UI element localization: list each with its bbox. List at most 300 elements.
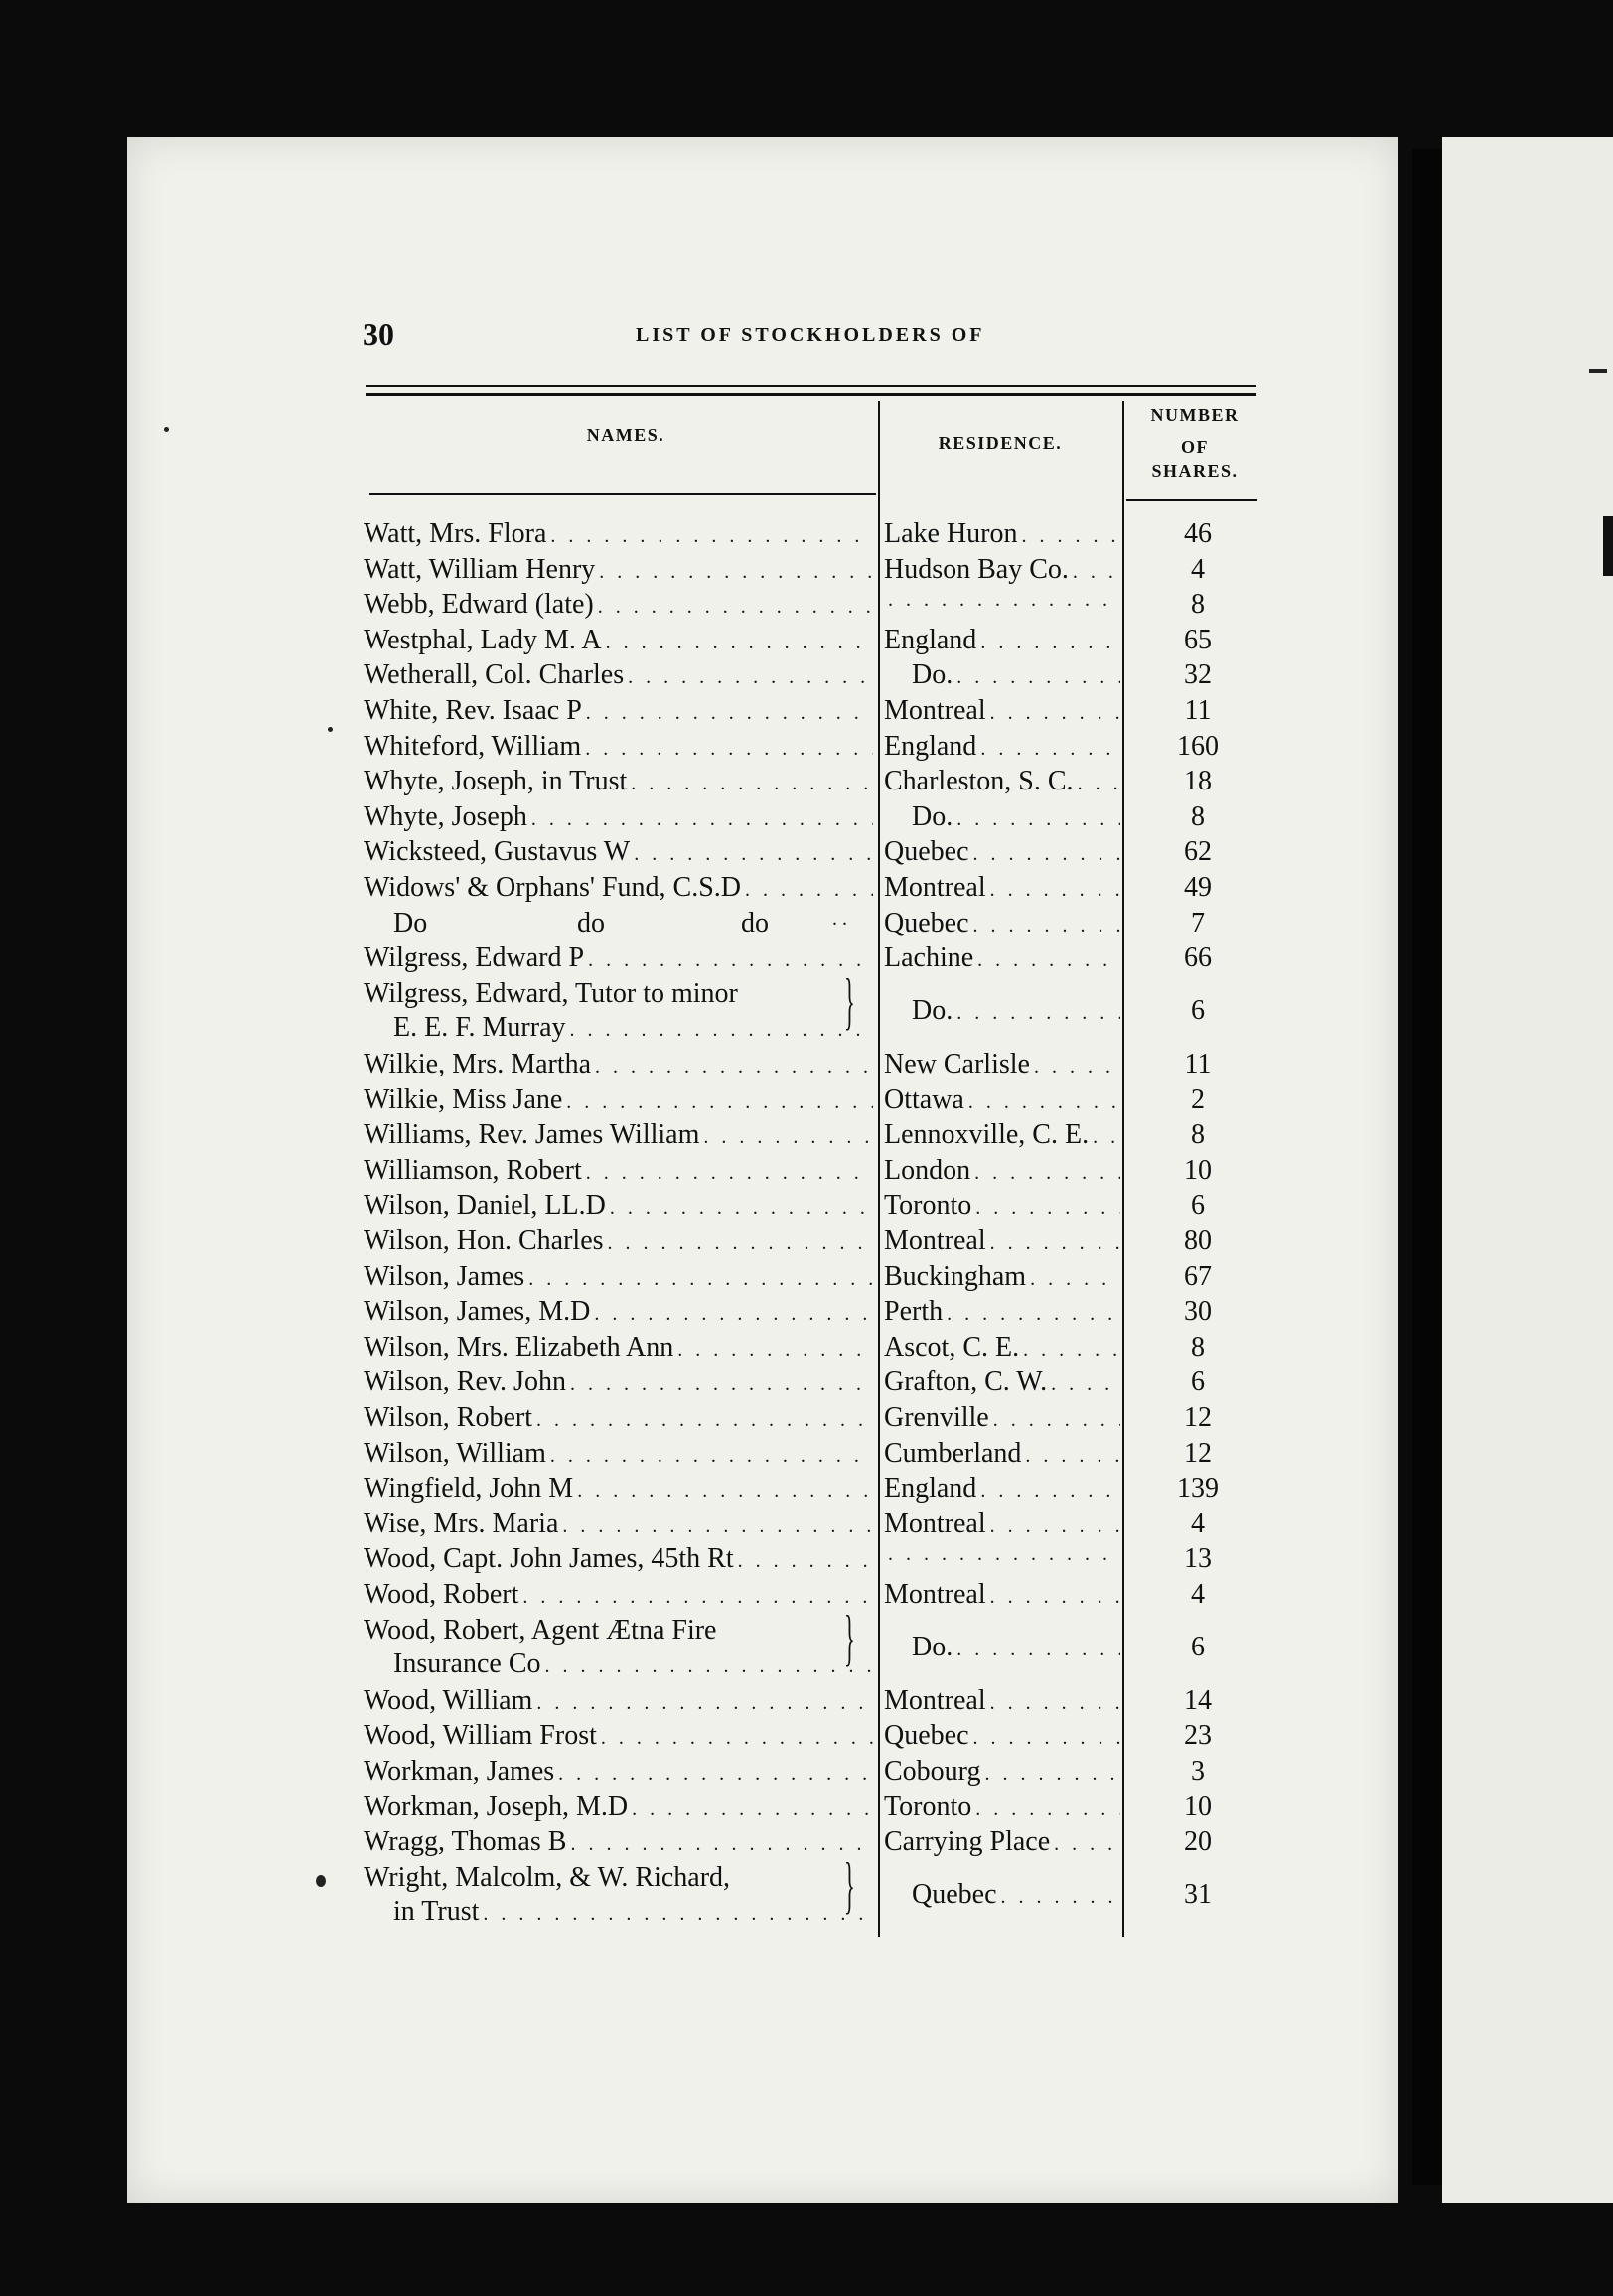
leader-dots xyxy=(884,589,1120,612)
share-count: 66 xyxy=(1184,942,1212,974)
residence xyxy=(884,1579,1120,1613)
residence xyxy=(884,1685,1120,1719)
name-line2 xyxy=(364,1012,873,1046)
table-row xyxy=(364,1332,1257,1365)
residence-text: Buckingham xyxy=(884,1260,1027,1292)
share-count: 4 xyxy=(1191,553,1205,585)
leader-dots xyxy=(597,1727,873,1750)
leader-dots xyxy=(630,843,873,866)
leader-dots xyxy=(624,666,873,689)
share-count: 11 xyxy=(1184,695,1212,726)
residence xyxy=(884,1792,1120,1825)
residence xyxy=(884,1190,1120,1223)
table-row xyxy=(364,1119,1257,1153)
share-count: 80 xyxy=(1184,1225,1212,1256)
residence-text: New Carlisle xyxy=(884,1049,1030,1079)
stockholder-name xyxy=(364,589,873,623)
leader-dots xyxy=(573,1480,873,1503)
leader-dots xyxy=(566,1373,873,1396)
residence xyxy=(884,659,1120,693)
share-count: 8 xyxy=(1191,1119,1205,1151)
residence xyxy=(884,1402,1120,1436)
stockholder-name-text: Wetherall, Col. Charles xyxy=(364,659,625,691)
residence xyxy=(884,995,1120,1029)
residence xyxy=(884,1543,1120,1577)
stockholder-name-text: Whyte, Joseph xyxy=(364,800,527,832)
leader-dots xyxy=(986,1586,1120,1609)
table-row xyxy=(364,554,1257,588)
facing-page-mark xyxy=(1589,369,1607,373)
leader-dots xyxy=(1050,1833,1120,1856)
leader-dots xyxy=(595,561,873,584)
table-row xyxy=(364,1848,1257,1930)
leader-dots xyxy=(971,1798,1120,1821)
name-line2 xyxy=(364,1896,873,1930)
ditto-name xyxy=(364,908,873,941)
stockholder-name xyxy=(364,1190,873,1223)
header-shares-line1: NUMBER xyxy=(1150,405,1240,425)
residence xyxy=(884,801,1120,835)
table-row xyxy=(364,1601,1257,1682)
leader-dots xyxy=(969,843,1120,866)
leader-dots xyxy=(527,808,873,831)
table-row xyxy=(364,625,1257,658)
residence xyxy=(884,1473,1120,1507)
residence xyxy=(884,1119,1120,1153)
table-row xyxy=(364,836,1257,870)
stockholder-name-text: Wood, Robert xyxy=(364,1579,519,1610)
table-row xyxy=(364,1084,1257,1118)
stockholder-name xyxy=(364,766,873,799)
table-row xyxy=(364,1685,1257,1719)
stockholder-name xyxy=(364,1756,873,1790)
share-count: 20 xyxy=(1184,1826,1212,1858)
leader-dots xyxy=(976,632,1120,654)
stockholder-name-text: White, Rev. Isaac P xyxy=(364,695,582,726)
leader-dots xyxy=(566,1019,873,1042)
stockholder-name-text: Williamson, Robert xyxy=(364,1154,582,1186)
ink-speck xyxy=(328,727,333,732)
ditto-mark: do xyxy=(741,907,769,938)
header-shares-line2: OF xyxy=(1181,437,1209,457)
leader-dots xyxy=(734,1550,873,1573)
ditto-dots: . . xyxy=(832,907,847,930)
stockholder-name-text: Wilson, William xyxy=(364,1437,546,1469)
stockholder-name xyxy=(364,1438,873,1472)
residence xyxy=(884,942,1120,976)
stockholder-name-text: Wilson, Rev. John xyxy=(364,1366,566,1398)
leader-dots xyxy=(479,1903,873,1926)
stockholder-name-text: Wilkie, Miss Jane xyxy=(364,1083,563,1115)
residence-text: Montreal xyxy=(884,1579,986,1610)
top-rule xyxy=(366,393,1256,396)
leader-dots xyxy=(541,1655,873,1678)
table-row xyxy=(364,801,1257,835)
table-row xyxy=(364,518,1257,552)
name-line1-text: Wood, Robert, Agent Ætna Fire xyxy=(364,1614,717,1646)
residence-text: Toronto xyxy=(884,1791,972,1822)
facing-page-mark xyxy=(1603,516,1613,576)
stockholder-name-text: Wragg, Thomas B xyxy=(364,1826,567,1858)
stockholder-name-text: Wilson, James xyxy=(364,1260,525,1292)
residence xyxy=(884,872,1120,906)
name-line2-text: E. E. F. Murray xyxy=(393,1011,566,1043)
residence xyxy=(884,1296,1120,1330)
residence-text: Do. xyxy=(912,659,953,691)
header-shares-line3: SHARES. xyxy=(1151,461,1239,481)
page-number: 30 xyxy=(363,316,394,352)
residence-text: Charleston, S. C. xyxy=(884,766,1074,797)
leader-dots xyxy=(558,1515,873,1538)
stockholder-name-text: Williams, Rev. James William xyxy=(364,1119,700,1151)
share-count: 7 xyxy=(1191,907,1205,938)
table-row xyxy=(364,908,1257,941)
table-row xyxy=(364,1579,1257,1613)
share-count: 10 xyxy=(1184,1791,1212,1822)
table-row xyxy=(364,1543,1257,1577)
share-count: 11 xyxy=(1184,1049,1212,1079)
leader-dots xyxy=(594,596,873,619)
header-rule xyxy=(369,493,876,495)
leader-dots xyxy=(1018,525,1120,548)
stockholder-name xyxy=(364,1543,873,1577)
residence xyxy=(884,731,1120,765)
residence-text: Montreal xyxy=(884,1507,986,1539)
residence xyxy=(884,908,1120,941)
residence-text: England xyxy=(884,730,977,762)
stockholder-name xyxy=(364,1862,873,1930)
name-line1-text: Wright, Malcolm, & W. Richard, xyxy=(364,1861,731,1893)
residence xyxy=(884,1261,1120,1295)
share-count: 2 xyxy=(1191,1083,1205,1115)
table-row xyxy=(364,1190,1257,1223)
name-line2-text: in Trust xyxy=(393,1895,480,1927)
leader-dots xyxy=(971,1197,1120,1220)
share-count: 8 xyxy=(1191,1331,1205,1363)
residence xyxy=(884,1366,1120,1400)
share-count: 12 xyxy=(1184,1437,1212,1469)
share-count: 139 xyxy=(1177,1473,1219,1505)
stockholder-name xyxy=(364,1402,873,1436)
residence-text: Quebec xyxy=(912,1878,997,1910)
stockholder-name-text: Workman, Joseph, M.D xyxy=(364,1791,629,1822)
residence-text: London xyxy=(884,1154,971,1186)
stockholder-name xyxy=(364,1685,873,1719)
leader-dots xyxy=(582,1162,873,1185)
share-count: 8 xyxy=(1191,589,1205,621)
table-row xyxy=(364,589,1257,623)
table-row xyxy=(364,1792,1257,1825)
leader-dots xyxy=(673,1339,873,1362)
leader-dots xyxy=(1047,1373,1120,1396)
stockholder-name xyxy=(364,978,873,1046)
stockholder-name-text: Whyte, Joseph, in Trust xyxy=(364,766,628,797)
leader-dots xyxy=(973,949,1120,972)
residence-text: Toronto xyxy=(884,1190,972,1221)
table-row xyxy=(364,695,1257,729)
leader-dots xyxy=(884,1543,1120,1566)
table-row xyxy=(364,1826,1257,1860)
residence xyxy=(884,766,1120,799)
stockholder-name xyxy=(364,625,873,658)
share-count: 14 xyxy=(1184,1684,1212,1716)
residence-text: Montreal xyxy=(884,695,986,726)
residence xyxy=(884,625,1120,658)
residence xyxy=(884,1438,1120,1472)
residence xyxy=(884,1084,1120,1118)
stockholder-name xyxy=(364,1792,873,1825)
residence xyxy=(884,1332,1120,1365)
share-count: 30 xyxy=(1184,1296,1212,1328)
stockholder-name-text: Wise, Mrs. Maria xyxy=(364,1507,559,1539)
stockholder-name-text: Wood, William xyxy=(364,1684,533,1716)
ditto-mark: do xyxy=(577,907,605,938)
name-line2 xyxy=(364,1649,873,1682)
residence-text: Lake Huron xyxy=(884,518,1018,549)
residence xyxy=(884,1155,1120,1189)
stockholder-name xyxy=(364,1615,873,1682)
leader-dots xyxy=(969,915,1120,937)
leader-dots xyxy=(524,1268,873,1291)
share-count: 3 xyxy=(1191,1756,1205,1787)
share-count: 65 xyxy=(1184,624,1212,655)
leader-dots xyxy=(976,738,1120,761)
leader-dots xyxy=(953,666,1120,689)
table-row xyxy=(364,659,1257,693)
stockholder-name xyxy=(364,942,873,976)
table-row xyxy=(364,1049,1257,1082)
table-row xyxy=(364,731,1257,765)
stockholder-name-text: Webb, Edward (late) xyxy=(364,589,594,621)
leader-dots xyxy=(970,1162,1120,1185)
share-count: 4 xyxy=(1191,1507,1205,1539)
leader-dots xyxy=(986,702,1120,725)
stockholder-name xyxy=(364,554,873,588)
stockholder-name xyxy=(364,695,873,729)
residence-text: Ascot, C. E. xyxy=(884,1331,1020,1363)
residence-text: Ottawa xyxy=(884,1083,964,1115)
ditto-mark: Do xyxy=(393,907,428,938)
stockholder-name xyxy=(364,1155,873,1189)
table-row xyxy=(364,1756,1257,1790)
residence-text: Cumberland xyxy=(884,1437,1022,1469)
residence-text: Do. xyxy=(912,1631,953,1662)
leader-dots xyxy=(546,1445,873,1468)
residence xyxy=(884,518,1120,552)
leader-dots xyxy=(1030,1056,1120,1078)
stockholder-name xyxy=(364,1366,873,1400)
stockholder-name-text: Wilson, James, M.D xyxy=(364,1296,591,1328)
residence xyxy=(884,1632,1120,1665)
stockholder-name xyxy=(364,1296,873,1330)
leader-dots xyxy=(581,738,873,761)
stockholder-name xyxy=(364,1119,873,1153)
table-row xyxy=(364,1366,1257,1400)
residence xyxy=(884,1826,1120,1860)
residence-text: Montreal xyxy=(884,1225,986,1256)
stockholder-name xyxy=(364,1826,873,1860)
table-row xyxy=(364,1155,1257,1189)
share-count: 31 xyxy=(1184,1878,1212,1910)
stockholder-name xyxy=(364,518,873,552)
stockholder-name xyxy=(364,1720,873,1754)
stockholder-name-text: Wilkie, Mrs. Martha xyxy=(364,1049,592,1079)
residence-text: Montreal xyxy=(884,1684,986,1716)
brace-mark: } xyxy=(844,1848,855,1920)
header-residence: RESIDENCE. xyxy=(938,433,1063,453)
ink-speck xyxy=(316,1875,326,1887)
leader-dots xyxy=(590,1303,873,1326)
brace-mark: } xyxy=(844,1601,855,1672)
leader-dots xyxy=(1019,1339,1120,1362)
table-row xyxy=(364,942,1257,976)
leader-dots xyxy=(953,1002,1120,1025)
stockholder-name-text: Workman, James xyxy=(364,1756,555,1787)
leader-dots xyxy=(562,1091,873,1114)
leader-dots xyxy=(986,1515,1120,1538)
leader-dots xyxy=(699,1126,873,1149)
stockholder-name-text: Watt, Mrs. Flora xyxy=(364,518,547,549)
residence xyxy=(884,1756,1120,1790)
residence-text: Lachine xyxy=(884,942,974,974)
leader-dots xyxy=(1021,1445,1120,1468)
stockholder-name xyxy=(364,836,873,870)
residence xyxy=(884,695,1120,729)
leader-dots xyxy=(584,949,873,972)
leader-dots xyxy=(606,1197,873,1220)
stockholder-name xyxy=(364,872,873,906)
share-count: 4 xyxy=(1191,1579,1205,1610)
residence-text: England xyxy=(884,1473,977,1505)
top-rule xyxy=(366,385,1256,387)
residence xyxy=(884,836,1120,870)
leader-dots xyxy=(1089,1126,1120,1149)
header-names: NAMES. xyxy=(586,425,665,445)
table-row xyxy=(364,1225,1257,1259)
leader-dots xyxy=(532,1409,873,1432)
leader-dots xyxy=(628,1798,873,1821)
stockholder-name xyxy=(364,731,873,765)
stockholder-name-text: Widows' & Orphans' Fund, C.S.D xyxy=(364,872,741,903)
leader-dots xyxy=(976,1480,1120,1503)
leader-dots xyxy=(986,1692,1120,1715)
residence-text: Quebec xyxy=(884,836,969,868)
stockholder-name xyxy=(364,1084,873,1118)
leader-dots xyxy=(582,702,873,725)
leader-dots xyxy=(997,1886,1120,1909)
stockholder-name-text: Westphal, Lady M. A xyxy=(364,624,602,655)
stockholder-name xyxy=(364,1473,873,1507)
leader-dots xyxy=(1069,561,1120,584)
leader-dots xyxy=(1026,1268,1120,1291)
leader-dots xyxy=(741,879,873,902)
share-count: 12 xyxy=(1184,1402,1212,1433)
table-row xyxy=(364,872,1257,906)
name-line1 xyxy=(364,978,873,1012)
stockholder-name-text: Wilson, Robert xyxy=(364,1402,532,1433)
share-count: 6 xyxy=(1191,1366,1205,1398)
share-count: 13 xyxy=(1184,1543,1212,1575)
table-row xyxy=(364,1261,1257,1295)
stockholder-name xyxy=(364,1049,873,1082)
residence xyxy=(884,1508,1120,1542)
table-row xyxy=(364,964,1257,1046)
residence-text: Montreal xyxy=(884,872,986,903)
leader-dots xyxy=(546,525,873,548)
residence xyxy=(884,1049,1120,1082)
leader-dots xyxy=(627,773,873,795)
table-row xyxy=(364,1438,1257,1472)
name-line1 xyxy=(364,1615,873,1649)
share-count: 160 xyxy=(1177,730,1219,762)
table-row xyxy=(364,1720,1257,1754)
stockholder-name-text: Watt, William Henry xyxy=(364,553,596,585)
leader-dots xyxy=(964,1091,1120,1114)
leader-dots xyxy=(989,1409,1120,1432)
share-count: 6 xyxy=(1191,1631,1205,1662)
residence-text: Lennoxville, C. E. xyxy=(884,1119,1090,1151)
leader-dots xyxy=(602,632,873,654)
stockholder-name-text: Wilson, Mrs. Elizabeth Ann xyxy=(364,1331,674,1363)
stockholder-name xyxy=(364,1508,873,1542)
residence-text: England xyxy=(884,624,977,655)
share-count: 49 xyxy=(1184,872,1212,903)
share-count: 46 xyxy=(1184,518,1212,549)
residence xyxy=(884,1225,1120,1259)
leader-dots xyxy=(943,1303,1120,1326)
residence-text: Do. xyxy=(912,994,953,1026)
residence-text: Grafton, C. W. xyxy=(884,1366,1048,1398)
leader-dots xyxy=(969,1727,1120,1750)
stockholder-name xyxy=(364,1332,873,1365)
facing-page-edge xyxy=(1442,137,1613,2203)
residence-text: Hudson Bay Co. xyxy=(884,553,1069,585)
stockholder-name-text: Wingfield, John M xyxy=(364,1473,574,1505)
leader-dots xyxy=(591,1056,873,1078)
stockholder-name xyxy=(364,801,873,835)
share-count: 62 xyxy=(1184,836,1212,868)
share-count: 18 xyxy=(1184,766,1212,797)
stockholder-name-text: Wicksteed, Gustavus W xyxy=(364,836,631,868)
brace-mark: } xyxy=(844,964,855,1036)
table-row xyxy=(364,1508,1257,1542)
residence-text: Quebec xyxy=(884,1720,969,1752)
leader-dots xyxy=(518,1586,873,1609)
running-head: LIST OF STOCKHOLDERS OF xyxy=(636,324,985,346)
residence-text: Do. xyxy=(912,800,953,832)
stockholder-name xyxy=(364,1261,873,1295)
leader-dots xyxy=(953,808,1120,831)
leader-dots xyxy=(532,1692,873,1715)
table-row xyxy=(364,1296,1257,1330)
table-row xyxy=(364,1473,1257,1507)
residence-text: Cobourg xyxy=(884,1756,981,1787)
table-row xyxy=(364,1402,1257,1436)
stockholder-name-text: Whiteford, William xyxy=(364,730,582,762)
ink-speck xyxy=(164,427,169,432)
table-row xyxy=(364,766,1257,799)
leader-dots xyxy=(554,1763,873,1786)
leader-dots xyxy=(981,1763,1121,1786)
stockholder-name-text: Wilson, Daniel, LL.D xyxy=(364,1190,606,1221)
share-count: 32 xyxy=(1184,659,1212,691)
residence-text: Quebec xyxy=(884,907,969,938)
share-count: 23 xyxy=(1184,1720,1212,1752)
residence xyxy=(884,589,1120,623)
leader-dots xyxy=(986,879,1120,902)
residence-text: Grenville xyxy=(884,1402,989,1433)
name-line1 xyxy=(364,1862,873,1896)
